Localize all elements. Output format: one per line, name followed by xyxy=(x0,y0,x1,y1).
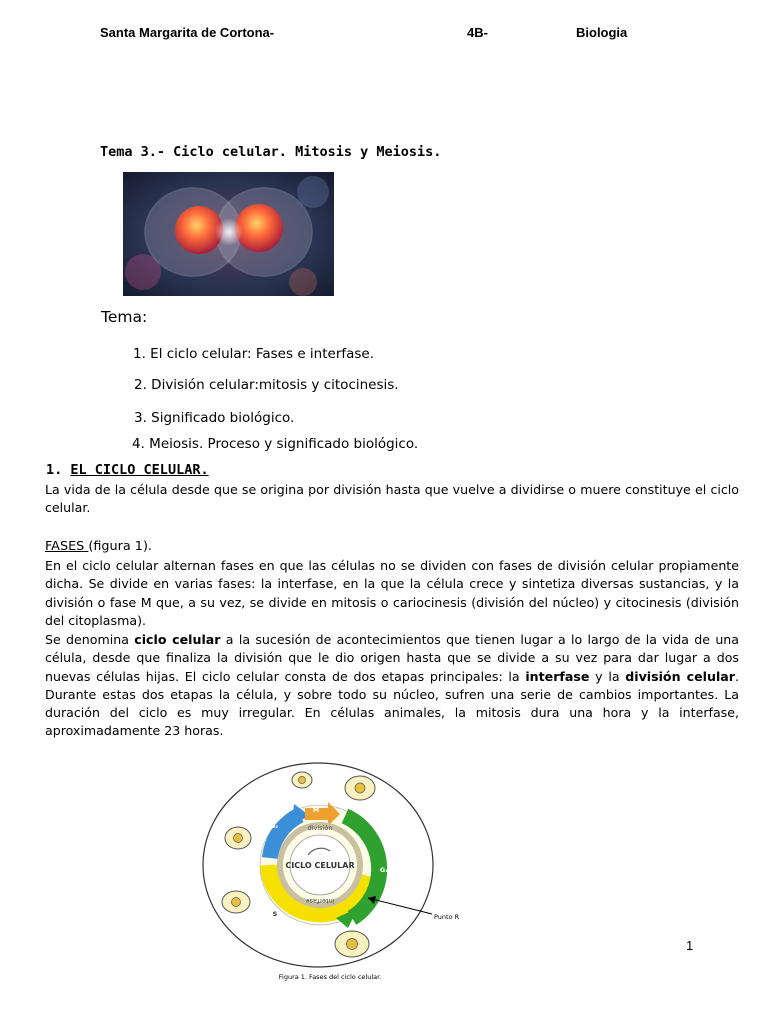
small-cell-bottom-left xyxy=(222,891,250,913)
toc-item-4: 4. Meiosis. Proceso y significado biológico. xyxy=(132,436,419,452)
fases-heading xyxy=(45,539,152,554)
p2-text-e: y la xyxy=(589,668,626,684)
p2-text-c: a la sucesión de acontecimientos que tienen lugar a lo largo de la vida de una célula, desde que finaliza la división que le dio origen hasta que se divide a su vez para dar lugar a dos nuevas células hijas. El ciclo celular consta de dos etapas principales: la xyxy=(45,632,740,684)
small-cell-left xyxy=(225,827,251,849)
intro-paragraph: La vida de la célula desde que se origina por división hasta que vuelve a dividirse o muere constituye el ciclo celular. xyxy=(45,482,739,516)
tema-label: Tema: xyxy=(101,308,148,326)
toc-item-2: 2. División celular:mitosis y citocinesis. xyxy=(134,377,399,393)
g1-label: G₁ xyxy=(379,866,389,874)
center-label: CICLO CELULAR xyxy=(285,861,355,870)
header-grade: 4B- xyxy=(467,25,488,40)
toc-item-3: 3. Significado biológico. xyxy=(134,410,295,426)
interfase-label: interfase xyxy=(305,897,335,905)
p2-bold-division: división celular xyxy=(625,668,735,684)
header-school: Santa Margarita de Cortona- xyxy=(100,25,275,40)
division-label: división xyxy=(307,824,333,832)
punto-r-label: Punto R xyxy=(434,913,460,921)
g2-label: G₂ xyxy=(269,822,279,830)
fases-label: FASES xyxy=(45,539,89,554)
fases-paragraph-1: En el ciclo celular alternan fases en que las células no se dividen con fases de división celular propiamente dicha. Se divide en varias fases: la interfase, en la que la célula crece y sintetiza diversas sustancias, y la división o fase M que, a su vez, se divide en mitosis o cariocinesis (división del núcleo) y citocinesis (división del citoplasma). xyxy=(45,558,739,628)
punto-r-line xyxy=(368,898,432,914)
p2-bold-ciclo: ciclo celular xyxy=(134,632,221,647)
small-cell-top-right xyxy=(345,776,375,800)
page-title: Tema 3.- Ciclo celular. Mitosis y Meiosis. xyxy=(100,144,442,160)
fases-paragraph-2 xyxy=(45,631,739,741)
fases-ref: (figura 1). xyxy=(88,539,153,554)
cell-division-photo xyxy=(123,172,334,296)
header-subject: Biologia xyxy=(576,25,628,40)
section-title: EL CICLO CELULAR. xyxy=(70,462,209,478)
cell-cycle-figure xyxy=(200,758,490,988)
small-cell-bottom xyxy=(335,931,369,957)
p2-bold-interfase: interfase xyxy=(525,668,590,684)
section-heading xyxy=(46,462,209,478)
p2-text-a: Se denomina xyxy=(45,632,135,647)
page-number: 1 xyxy=(686,938,694,953)
figure-caption: Figura 1. Fases del ciclo celular. xyxy=(278,973,382,981)
toc-item-1: 1. El ciclo celular: Fases e interfase. xyxy=(133,346,375,362)
m-label: M xyxy=(312,806,320,814)
p2-text-g: . Durante estas dos etapas la célula, y sobre todo su núcleo, sufren una serie de cambios importantes. La duración del ciclo es muy irregular. En células animales, la mitosis dura una hora y la interfase, aproximadamente 23 horas. xyxy=(45,668,739,739)
small-cell-top-left xyxy=(292,772,312,788)
s-label: S xyxy=(272,910,278,918)
section-number: 1. xyxy=(46,462,63,478)
